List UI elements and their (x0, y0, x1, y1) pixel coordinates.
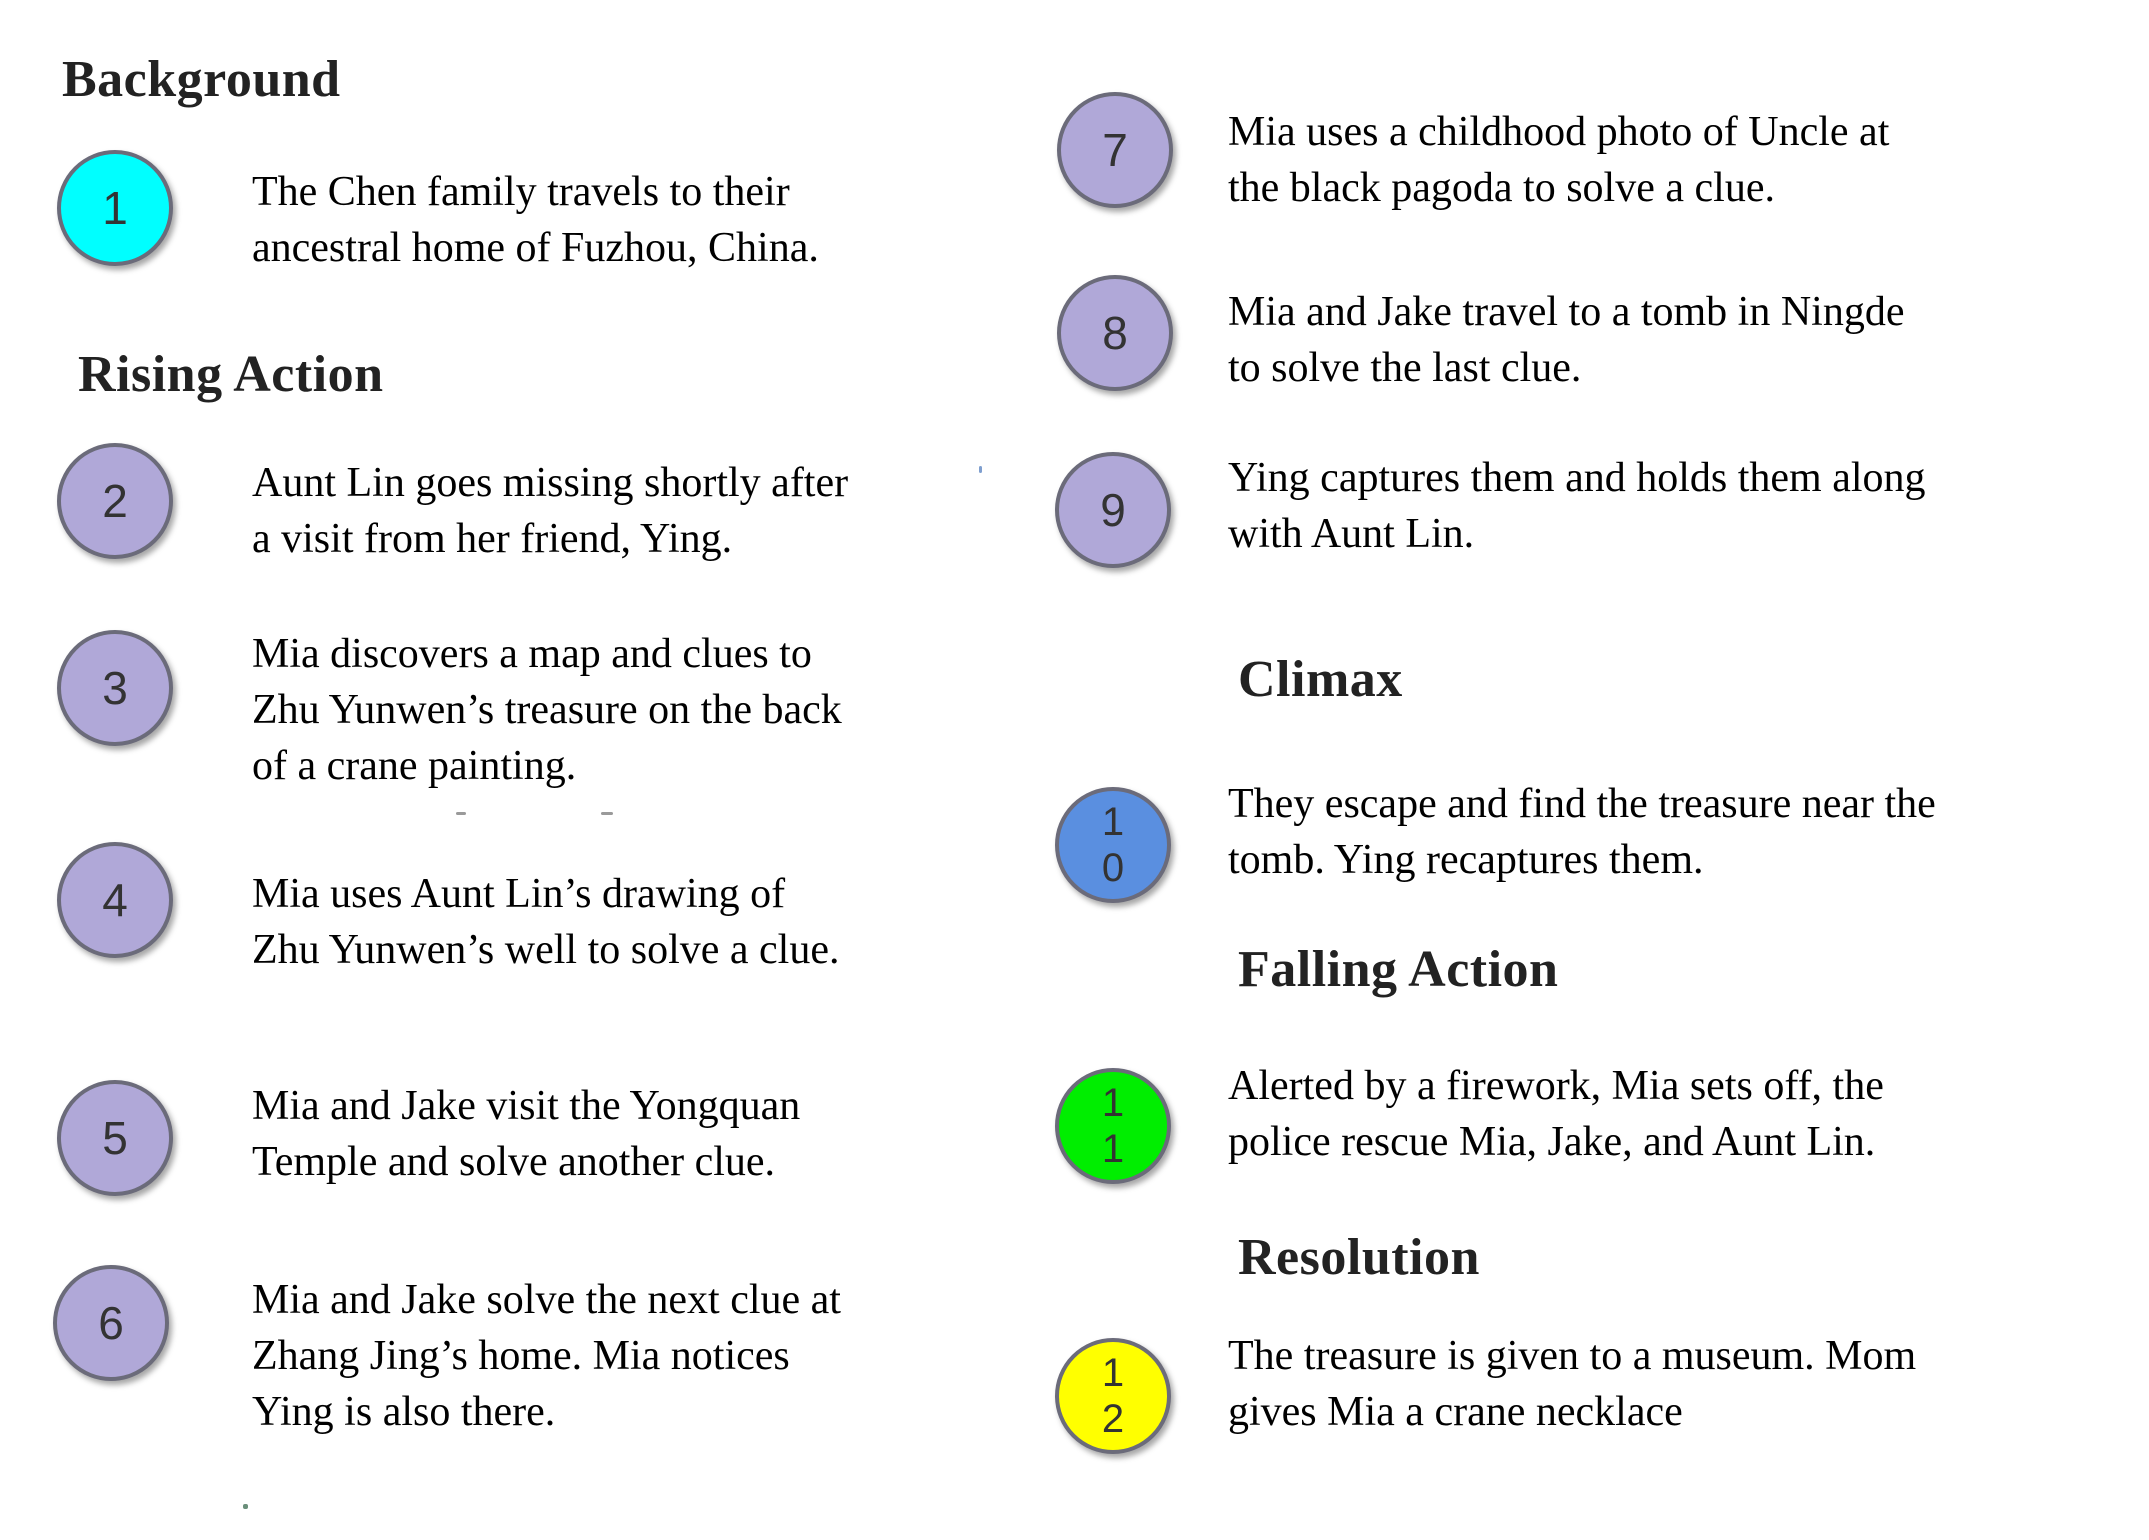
event-text-10 (1228, 776, 1936, 888)
event-line: Temple and solve another clue. (252, 1139, 776, 1185)
event-text-11 (1228, 1058, 1884, 1170)
event-line: The treasure is given to a museum. Mom (1228, 1333, 1917, 1379)
event-text-8 (1228, 284, 1905, 396)
event-circle-6 (53, 1265, 169, 1381)
event-text-7 (1228, 104, 1889, 216)
event-circle-11 (1055, 1068, 1171, 1184)
event-line: Mia and Jake visit the Yongquan (252, 1083, 801, 1129)
event-circle-8 (1057, 275, 1173, 391)
event-line: the black pagoda to solve a clue. (1228, 165, 1775, 211)
event-circle-2 (57, 443, 173, 559)
event-text-5 (252, 1078, 800, 1190)
event-line: with Aunt Lin. (1228, 511, 1475, 557)
event-line: Mia uses a childhood photo of Uncle at (1228, 109, 1890, 155)
event-text-1 (252, 164, 819, 276)
event-circle-7 (1057, 92, 1173, 208)
event-line: Aunt Lin goes missing shortly after (252, 460, 849, 506)
event-text-2 (252, 455, 848, 567)
heading-climax: Climax (1238, 651, 1403, 708)
heading-resolution: Resolution (1238, 1229, 1480, 1286)
event-line: Mia and Jake travel to a tomb in Ningde (1228, 289, 1905, 335)
event-number-5: 5 (102, 1112, 128, 1164)
event-number-10: 1 0 (1101, 800, 1125, 890)
event-circle-5 (57, 1080, 173, 1196)
event-number-11: 1 1 (1101, 1081, 1125, 1171)
event-number-6: 6 (98, 1297, 124, 1349)
event-line: of a crane painting. (252, 743, 577, 789)
event-number-7: 7 (1102, 124, 1128, 176)
event-number-9: 9 (1100, 484, 1126, 536)
event-number-12: 1 2 (1101, 1351, 1125, 1441)
event-line: Mia discovers a map and clues to (252, 631, 812, 677)
event-line: Zhu Yunwen’s well to solve a clue. (252, 927, 840, 973)
event-circle-3 (57, 630, 173, 746)
event-line: Zhu Yunwen’s treasure on the back (252, 687, 842, 733)
event-circle-9 (1055, 452, 1171, 568)
event-line: Ying is also there. (252, 1389, 556, 1435)
event-line: Mia uses Aunt Lin’s drawing of (252, 871, 786, 917)
heading-rising-action: Rising Action (78, 346, 384, 403)
event-line: Zhang Jing’s home. Mia notices (252, 1333, 790, 1379)
event-number-4: 4 (102, 874, 128, 926)
event-line: tomb. Ying recaptures them. (1228, 837, 1704, 883)
event-text-6 (252, 1272, 841, 1440)
event-circle-10 (1055, 787, 1171, 903)
heading-background: Background (62, 51, 341, 108)
event-number-2: 2 (102, 475, 128, 527)
event-line: to solve the last clue. (1228, 345, 1582, 391)
event-line: ancestral home of Fuzhou, China. (252, 225, 819, 271)
event-line: Alerted by a firework, Mia sets off, the (1228, 1063, 1884, 1109)
event-text-9 (1228, 450, 1926, 562)
event-number-8: 8 (1102, 307, 1128, 359)
decorative-speck (456, 812, 466, 815)
event-text-12 (1228, 1328, 1916, 1440)
event-line: Ying captures them and holds them along (1228, 455, 1926, 501)
event-text-3 (252, 626, 842, 794)
event-line: gives Mia a crane necklace (1228, 1389, 1683, 1435)
decorative-speck (601, 812, 613, 815)
event-number-1: 1 (102, 182, 128, 234)
event-line: Mia and Jake solve the next clue at (252, 1277, 841, 1323)
event-number-3: 3 (102, 662, 128, 714)
event-line: a visit from her friend, Ying. (252, 516, 733, 562)
heading-falling-action: Falling Action (1238, 941, 1559, 998)
decorative-speck (979, 466, 982, 473)
event-text-4 (252, 866, 840, 978)
event-line: The Chen family travels to their (252, 169, 790, 215)
event-circle-12 (1055, 1338, 1171, 1454)
event-circle-4 (57, 842, 173, 958)
decorative-speck (243, 1504, 248, 1509)
event-line: police rescue Mia, Jake, and Aunt Lin. (1228, 1119, 1876, 1165)
event-line: They escape and find the treasure near the (1228, 781, 1936, 827)
event-circle-1 (57, 150, 173, 266)
